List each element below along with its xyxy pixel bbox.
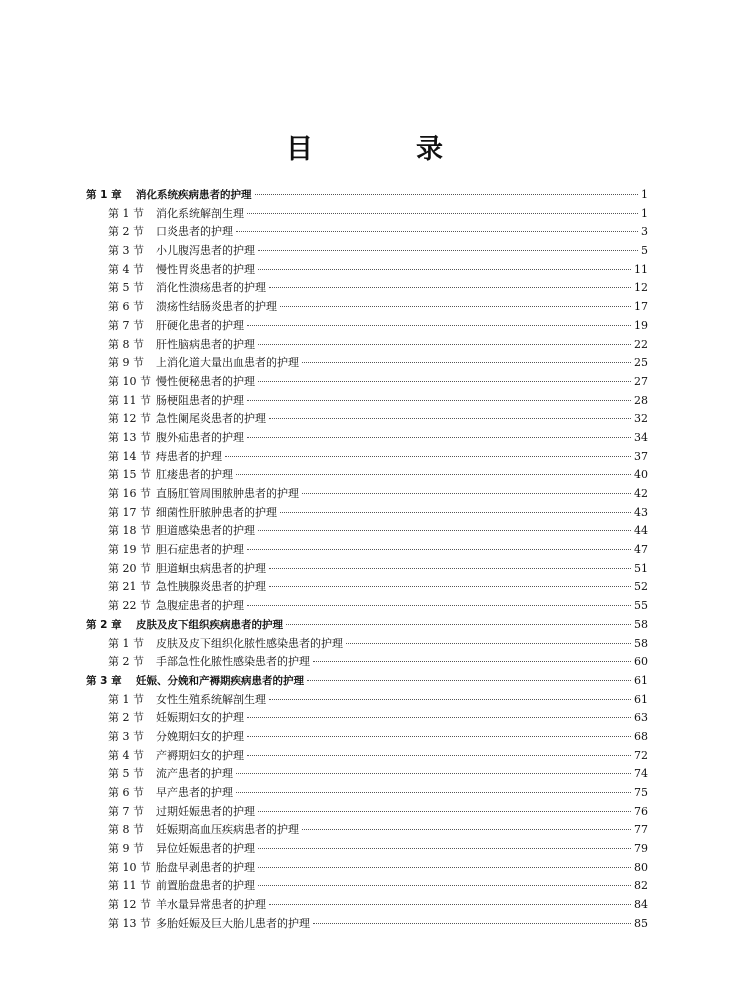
page-number: 5 (641, 244, 648, 258)
section-title: 妊娠期妇女的护理 (156, 711, 244, 725)
toc-section-entry[interactable] (86, 485, 648, 504)
section-number: 第 7 节 (108, 318, 144, 332)
section-number: 第 5 节 (108, 281, 144, 295)
section-number: 第 8 节 (108, 823, 144, 837)
page-number: 77 (634, 823, 648, 837)
page-number: 1 (641, 206, 648, 220)
section-title: 慢性胃炎患者的护理 (156, 262, 255, 276)
page-number: 42 (634, 487, 648, 500)
section-number: 第 4 节 (108, 262, 144, 276)
toc-section-entry[interactable] (86, 560, 648, 579)
dot-leader (258, 866, 631, 868)
toc-section-entry[interactable] (86, 859, 648, 878)
toc-section-entry[interactable] (86, 803, 648, 822)
toc-section-entry[interactable] (86, 896, 648, 915)
page-number: 1 (641, 188, 648, 201)
dot-leader (236, 230, 638, 232)
dot-leader (258, 249, 638, 251)
toc-section-entry[interactable] (86, 578, 648, 597)
chapter-number: 第 1 章 (86, 189, 122, 201)
section-number: 第 3 节 (108, 729, 144, 743)
page-number: 44 (634, 524, 648, 538)
page-number: 61 (634, 692, 648, 706)
page-number: 63 (634, 711, 648, 725)
dot-leader (286, 623, 631, 625)
dot-leader (247, 604, 631, 606)
section-number: 第 4 节 (108, 748, 144, 762)
section-number: 第 7 节 (108, 804, 144, 818)
page-number: 51 (634, 561, 648, 575)
section-title: 肛瘘患者的护理 (156, 468, 233, 482)
dot-leader (247, 399, 631, 401)
dot-leader (269, 567, 631, 569)
section-title: 慢性便秘患者的护理 (156, 374, 255, 388)
section-title: 胆道蛔虫病患者的护理 (156, 561, 266, 575)
section-number: 第 11 节 (108, 393, 151, 407)
page-title: 目 录 (286, 134, 481, 165)
toc-section-entry[interactable] (86, 821, 648, 840)
section-title: 异位妊娠患者的护理 (156, 842, 255, 856)
section-title: 皮肤及皮下组织化脓性感染患者的护理 (156, 636, 343, 650)
toc-section-entry[interactable] (86, 504, 648, 523)
page-number: 32 (634, 412, 648, 426)
dot-leader (247, 716, 631, 718)
section-number: 第 14 节 (108, 449, 151, 463)
toc-section-entry[interactable] (86, 298, 648, 317)
toc-section-entry[interactable] (86, 223, 648, 242)
section-title: 胆石症患者的护理 (156, 543, 244, 557)
toc-chapter-entry[interactable] (86, 186, 648, 205)
section-number: 第 8 节 (108, 337, 144, 351)
toc-chapter-entry[interactable] (86, 616, 648, 635)
toc-section-entry[interactable] (86, 635, 648, 654)
chapter-title: 消化系统疾病患者的护理 (136, 189, 252, 201)
section-title: 消化系统解剖生理 (156, 206, 244, 220)
section-title: 多胎妊娠及巨大胎儿患者的护理 (156, 916, 310, 930)
section-number: 第 17 节 (108, 505, 151, 519)
section-title: 直肠肛管周围脓肿患者的护理 (156, 487, 299, 500)
section-number: 第 2 节 (108, 655, 144, 669)
dot-leader (269, 698, 631, 700)
section-number: 第 12 节 (108, 898, 151, 912)
page-number: 82 (634, 879, 648, 893)
dot-leader (302, 361, 631, 363)
dot-leader (247, 548, 631, 550)
page-number: 84 (634, 898, 648, 912)
section-title: 女性生殖系统解剖生理 (156, 692, 266, 706)
table-of-contents (86, 186, 648, 934)
page-number: 74 (634, 767, 648, 781)
dot-leader (313, 660, 631, 662)
section-title: 肝硬化患者的护理 (156, 318, 244, 332)
toc-section-entry[interactable] (86, 877, 648, 896)
dot-leader (258, 884, 631, 886)
section-title: 小儿腹泻患者的护理 (156, 244, 255, 258)
page-number: 40 (634, 468, 648, 482)
dot-leader (236, 791, 631, 793)
toc-section-entry[interactable] (86, 410, 648, 429)
section-title: 前置胎盘患者的护理 (156, 879, 255, 893)
toc-section-entry[interactable] (86, 392, 648, 411)
toc-chapter-entry[interactable] (86, 672, 648, 691)
dot-leader (255, 193, 639, 195)
page-number: 76 (634, 804, 648, 818)
section-title: 过期妊娠患者的护理 (156, 804, 255, 818)
page-number: 28 (634, 393, 648, 407)
dot-leader (247, 324, 631, 326)
toc-section-entry[interactable] (86, 784, 648, 803)
dot-leader (313, 922, 631, 924)
dot-leader (307, 679, 631, 681)
section-number: 第 1 节 (108, 636, 144, 650)
section-title: 急性阑尾炎患者的护理 (156, 412, 266, 426)
section-number: 第 15 节 (108, 468, 151, 482)
page-number: 85 (634, 916, 648, 930)
page-number: 25 (634, 356, 648, 370)
section-number: 第 10 节 (108, 374, 151, 388)
section-title: 妊娠期高血压疾病患者的护理 (156, 823, 299, 837)
page-number: 58 (634, 636, 648, 650)
toc-section-entry[interactable] (86, 709, 648, 728)
toc-section-entry[interactable] (86, 261, 648, 280)
section-title: 胎盘早剥患者的护理 (156, 860, 255, 874)
toc-section-entry[interactable] (86, 279, 648, 298)
dot-leader (247, 735, 631, 737)
dot-leader (236, 473, 631, 475)
toc-section-entry[interactable] (86, 317, 648, 336)
page-number: 79 (634, 842, 648, 856)
dot-leader (269, 903, 631, 905)
section-title: 肠梗阻患者的护理 (156, 393, 244, 407)
dot-leader (258, 380, 631, 382)
page-number: 3 (641, 225, 648, 239)
section-number: 第 16 节 (108, 487, 151, 500)
dot-leader (302, 828, 631, 830)
toc-section-entry[interactable] (86, 747, 648, 766)
section-title: 腹外疝患者的护理 (156, 430, 244, 444)
section-number: 第 13 节 (108, 916, 151, 930)
toc-section-entry[interactable] (86, 541, 648, 560)
dot-leader (280, 305, 631, 307)
section-number: 第 12 节 (108, 412, 151, 426)
toc-section-entry[interactable] (86, 336, 648, 355)
section-number: 第 3 节 (108, 244, 144, 258)
section-number: 第 9 节 (108, 356, 144, 370)
dot-leader (269, 417, 631, 419)
page-number: 34 (634, 430, 648, 444)
page-number: 55 (634, 599, 648, 613)
chapter-title: 皮肤及皮下组织疾病患者的护理 (136, 618, 283, 631)
page-number: 72 (634, 748, 648, 762)
dot-leader (258, 343, 631, 345)
toc-section-entry[interactable] (86, 205, 648, 224)
dot-leader (269, 585, 631, 587)
page-number: 47 (634, 543, 648, 557)
toc-section-entry[interactable] (86, 728, 648, 747)
chapter-title: 妊娠、分娩和产褥期疾病患者的护理 (136, 674, 304, 687)
page-number: 52 (634, 580, 648, 594)
toc-section-entry[interactable] (86, 242, 648, 261)
section-title: 羊水量异常患者的护理 (156, 898, 266, 912)
section-title: 胆道感染患者的护理 (156, 524, 255, 538)
section-title: 产褥期妇女的护理 (156, 748, 244, 762)
dot-leader (346, 642, 631, 644)
section-title: 痔患者的护理 (156, 449, 222, 463)
section-title: 肝性脑病患者的护理 (156, 337, 255, 351)
toc-section-entry[interactable] (86, 448, 648, 467)
page-number: 68 (634, 729, 648, 743)
section-number: 第 1 节 (108, 692, 144, 706)
toc-section-entry[interactable] (86, 466, 648, 485)
section-title: 分娩期妇女的护理 (156, 729, 244, 743)
chapter-number: 第 3 章 (86, 674, 122, 687)
page-number: 11 (634, 262, 648, 276)
section-title: 溃疡性结肠炎患者的护理 (156, 300, 277, 314)
dot-leader (269, 286, 631, 288)
page-number: 27 (634, 374, 648, 388)
dot-leader (280, 511, 631, 513)
toc-section-entry[interactable] (86, 653, 648, 672)
section-title: 口炎患者的护理 (156, 225, 233, 239)
page-number: 43 (634, 505, 648, 519)
dot-leader (258, 847, 631, 849)
toc-section-entry[interactable] (86, 691, 648, 710)
section-number: 第 1 节 (108, 206, 144, 220)
toc-section-entry[interactable] (86, 429, 648, 448)
dot-leader (258, 529, 631, 531)
page-number: 58 (634, 617, 648, 631)
section-number: 第 2 节 (108, 225, 144, 239)
section-number: 第 20 节 (108, 561, 151, 575)
section-title: 细菌性肝脓肿患者的护理 (156, 505, 277, 519)
section-title: 早产患者的护理 (156, 786, 233, 799)
page-number: 37 (634, 449, 648, 463)
section-number: 第 18 节 (108, 524, 151, 538)
dot-leader (225, 455, 631, 457)
section-number: 第 13 节 (108, 430, 151, 444)
toc-section-entry[interactable] (86, 522, 648, 541)
dot-leader (302, 492, 631, 494)
section-number: 第 19 节 (108, 543, 151, 557)
section-title: 消化性溃疡患者的护理 (156, 281, 266, 295)
section-number: 第 9 节 (108, 842, 144, 856)
page-number: 12 (634, 281, 648, 295)
chapter-number: 第 2 章 (86, 618, 122, 631)
page-number: 80 (634, 860, 648, 874)
section-number: 第 11 节 (108, 879, 151, 893)
page-number: 60 (634, 655, 648, 669)
section-title: 急性胰腺炎患者的护理 (156, 580, 266, 594)
page-number: 17 (634, 300, 648, 314)
page-number: 75 (634, 786, 648, 799)
section-title: 上消化道大量出血患者的护理 (156, 356, 299, 370)
dot-leader (247, 754, 631, 756)
section-number: 第 5 节 (108, 767, 144, 781)
page-number: 61 (634, 673, 648, 687)
dot-leader (247, 212, 638, 214)
dot-leader (247, 436, 631, 438)
toc-section-entry[interactable] (86, 915, 648, 934)
section-number: 第 6 节 (108, 300, 144, 314)
toc-section-entry[interactable] (86, 840, 648, 859)
dot-leader (236, 772, 631, 774)
toc-section-entry[interactable] (86, 354, 648, 373)
section-title: 急腹症患者的护理 (156, 599, 244, 613)
dot-leader (258, 810, 631, 812)
toc-section-entry[interactable] (86, 765, 648, 784)
toc-section-entry[interactable] (86, 373, 648, 392)
section-number: 第 6 节 (108, 786, 144, 799)
section-number: 第 21 节 (108, 580, 151, 594)
page-number: 22 (634, 337, 648, 351)
section-title: 手部急性化脓性感染患者的护理 (156, 655, 310, 669)
section-number: 第 22 节 (108, 599, 151, 613)
section-number: 第 10 节 (108, 860, 151, 874)
toc-section-entry[interactable] (86, 597, 648, 616)
page-number: 19 (634, 318, 648, 332)
section-number: 第 2 节 (108, 711, 144, 725)
section-title: 流产患者的护理 (156, 767, 233, 781)
dot-leader (258, 268, 631, 270)
